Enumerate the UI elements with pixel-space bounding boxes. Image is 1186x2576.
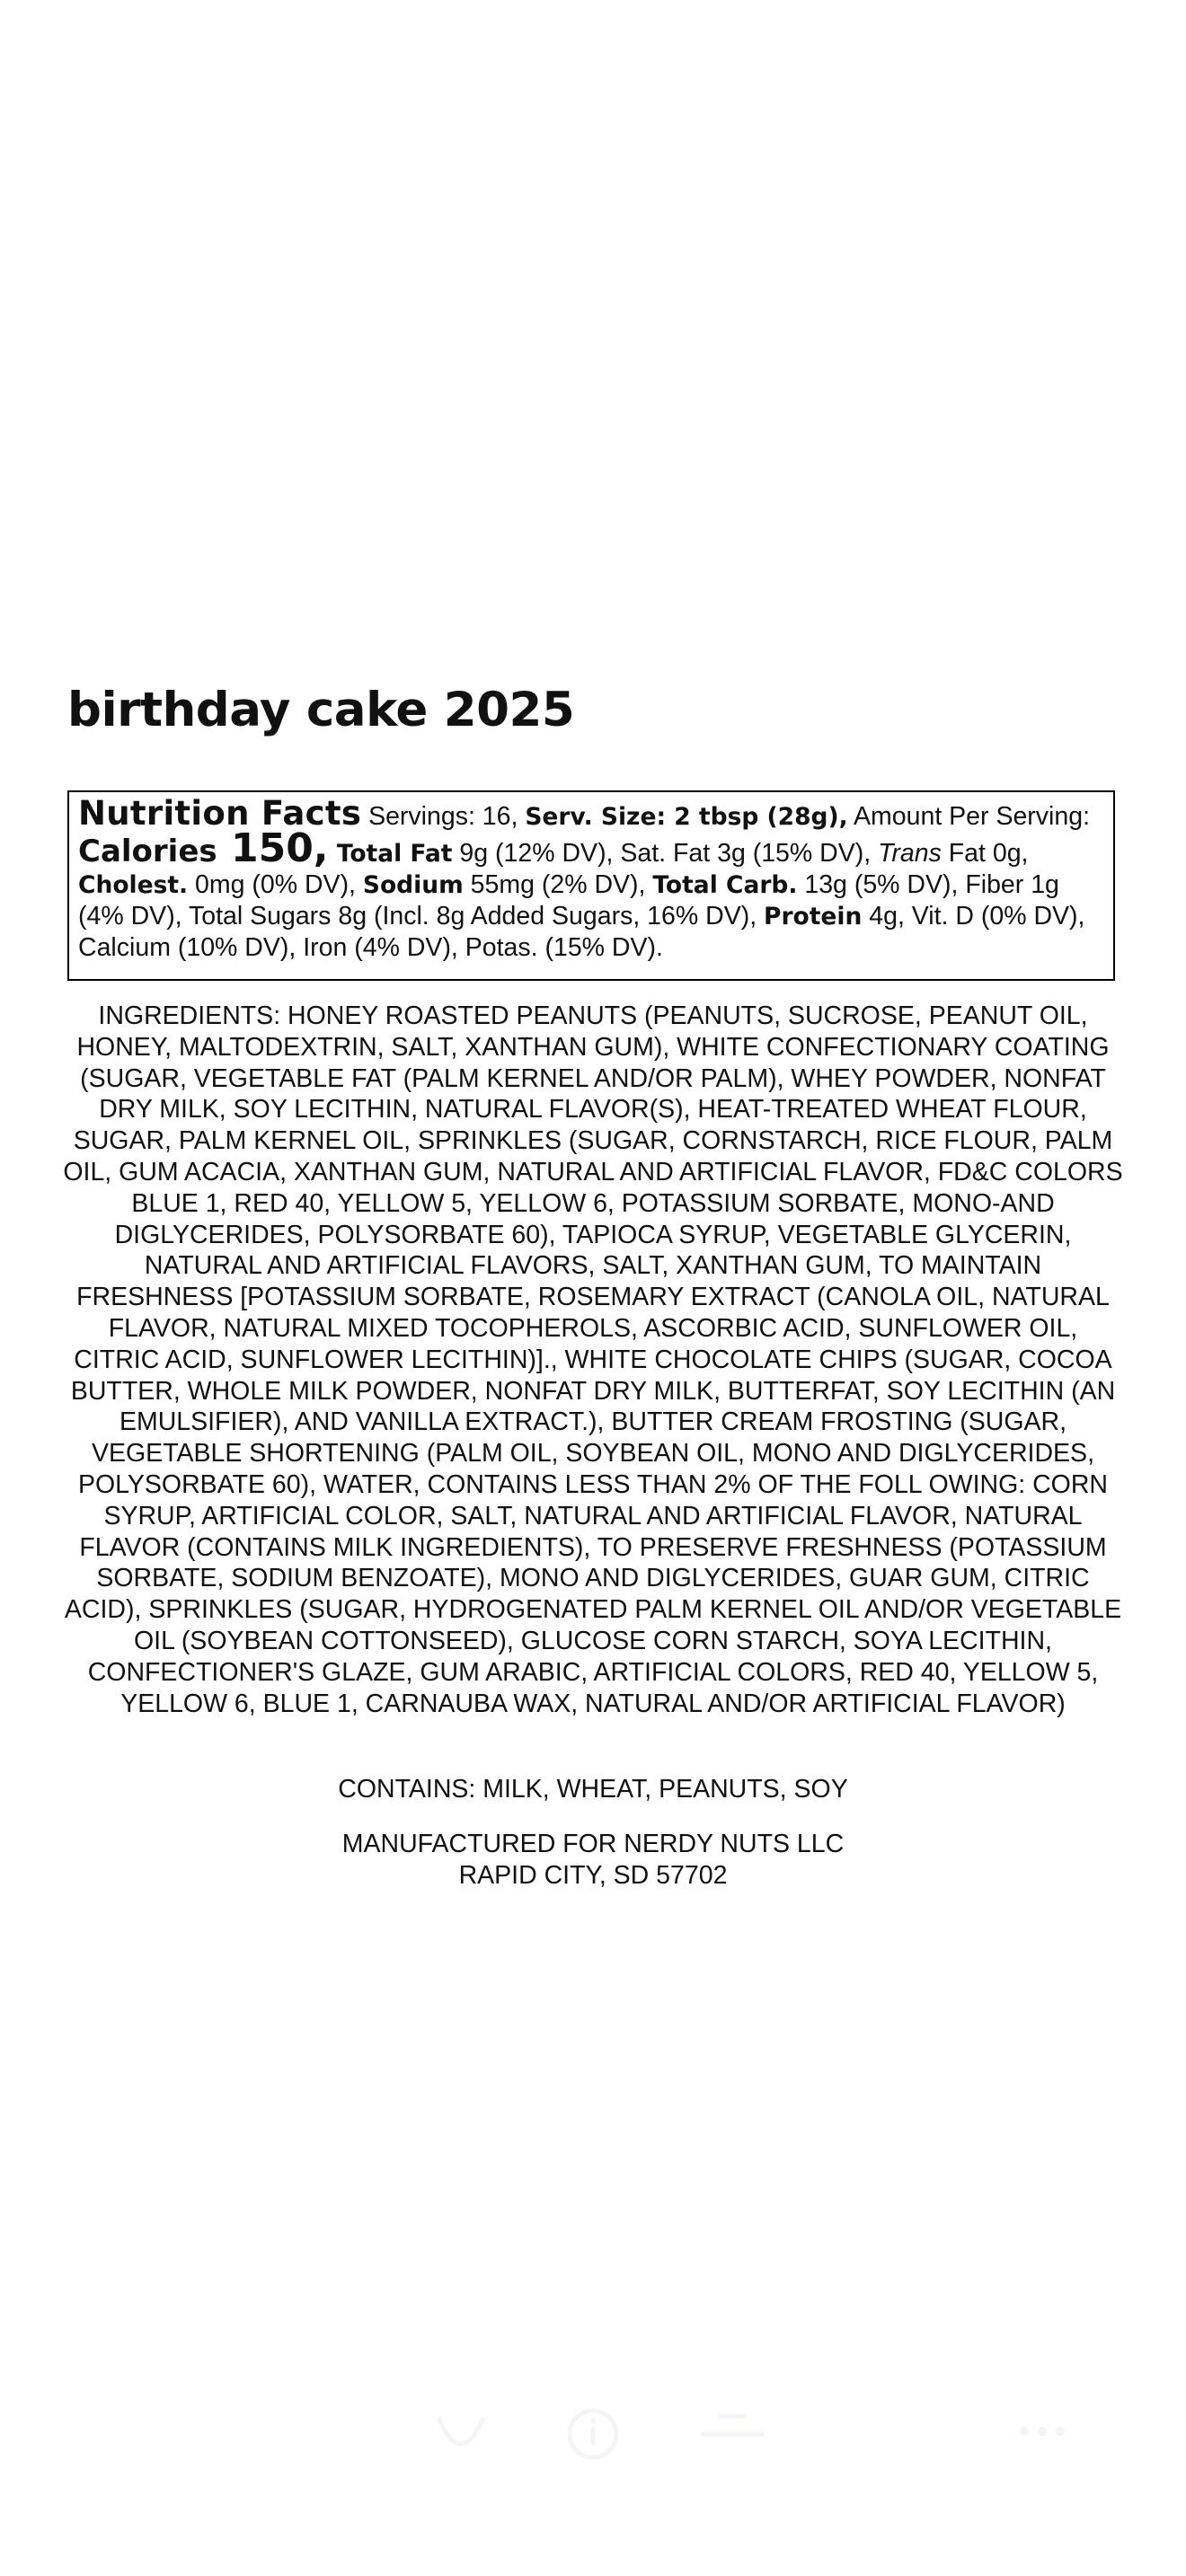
- amount-per-serving: Amount Per Serving:: [847, 802, 1090, 831]
- total-carb-value: 13g (5% DV), Fiber 1g (4% DV), Total Sugars 8g (Incl. 8g Added Sugars, 16% DV),: [78, 870, 1059, 931]
- sodium-label: Sodium: [362, 871, 464, 899]
- share-icon[interactable]: [696, 2407, 768, 2465]
- manufacturer-address: RAPID CITY, SD 57702: [458, 1861, 728, 1890]
- protein-label: Protein: [764, 903, 863, 931]
- trans-value: Fat 0g,: [941, 839, 1029, 868]
- cholesterol-value: 0mg (0% DV),: [188, 870, 363, 899]
- protein-value: 4g, Vit. D (0% DV), Calcium (10% DV), Iron (4% DV), Potas. (15% DV).: [78, 902, 1085, 962]
- sodium-value: 55mg (2% DV),: [463, 870, 653, 899]
- info-icon[interactable]: [562, 2407, 624, 2465]
- allergen-statement: CONTAINS: MILK, WHEAT, PEANUTS, SOY: [338, 1775, 848, 1804]
- nutrition-facts-heading: Nutrition Facts: [78, 794, 362, 833]
- servings-text: Servings: 16,: [361, 802, 526, 831]
- total-carb-label: Total Carb.: [652, 871, 798, 899]
- ingredients-text: INGREDIENTS: HONEY ROASTED PEANUTS (PEANUTS, SUCROSE, PEANUT OIL, HONEY, MALTODEXTRIN, SALT, XANTHAN GUM), WHITE CONFECTIONARY COATING (SUGAR, VEGETABLE FAT (PALM KERNEL AND/OR PALM), WHEY POWDER, NONFAT DRY MILK, SOY LECITHIN, NATURAL FLAVOR(S), HEAT-TREATED WHEAT FLOUR, SUGAR, PALM KERNEL OIL, SPRINKLES (SUGAR, CORNSTARCH, RICE FLOUR, PALM OIL, GUM ACACIA, XANTHAN GUM, NATURAL AND ARTIFICIAL FLAVOR, FD&C COLORS BLUE 1, RED 40, YELLOW 5, YELLOW 6, POTASSIUM SORBATE, MONO-AND DIGLYCERIDES, POLYSORBATE 60), TAPIOCA SYRUP, VEGETABLE GLYCERIN, NATURAL AND ARTIFICIAL FLAVORS, SALT, XANTHAN GUM, TO MAINTAIN FRESHNESS [POTASSIUM SORBATE, ROSEMARY EXTRACT (CANOLA OIL, NATURAL FLAVOR, NATURAL MIXED TOCOPHEROLS, ASCORBIC ACID, SUNFLOWER OIL, CITRIC ACID, SUNFLOWER LECITHIN)]., WHITE CHOCOLATE CHIPS (SUGAR, COCOA BUTTER, WHOLE MILK POWDER, NONFAT DRY MILK, BUTTERFAT, SOY LECITHIN (AN EMULSIFIER), AND VANILLA EXTRACT.), BUTTER CREAM FROSTING (SUGAR, VEGETABLE SHORTENING (PALM OIL, SOYBEAN OIL, MONO AND DIGLYCERIDES, POLYSORBATE 60), WATER, CONTAINS LESS THAN 2% OF THE FOLL OWING: CORN SYRUP, ARTIFICIAL COLOR, SALT, NATURAL AND ARTIFICIAL FLAVOR, NATURAL FLAVOR (CONTAINS MILK INGREDIENTS), TO PRESERVE FRESHNESS (POTASSIUM SORBATE, SODIUM BENZOATE), MONO AND DIGLYCERIDES, GUAR GUM, CITRIC ACID), SPRINKLES (SUGAR, HYDROGENATED PALM KERNEL OIL AND/OR VEGETABLE OIL (SOYBEAN COTTONSEED), GLUCOSE CORN STARCH, SOYA LECITHIN, CONFECTIONER'S GLAZE, GUM ARABIC, ARTIFICIAL COLORS, RED 40, YELLOW 5, YELLOW 6, BLUE 1, CARNAUBA WAX, NATURAL AND/OR ARTIFICIAL FLAVOR): [63, 1001, 1123, 1718]
- bottom-toolbar: [0, 2389, 1186, 2497]
- manufacturer-info: [63, 1829, 1123, 1892]
- serving-size: Serv. Size: 2 tbsp (28g),: [525, 803, 848, 831]
- more-icon[interactable]: [1015, 2418, 1069, 2448]
- total-fat-value: 9g (12% DV), Sat. Fat 3g (15% DV),: [452, 839, 879, 868]
- nutrition-facts-panel: [67, 790, 1115, 981]
- calories-label: Calories: [78, 834, 217, 869]
- page-title: birthday cake 2025: [67, 683, 575, 737]
- total-fat-label: Total Fat: [328, 840, 453, 868]
- calories-value: 150,: [217, 825, 329, 871]
- heart-icon[interactable]: [429, 2407, 492, 2475]
- trans-label: Trans: [878, 839, 942, 868]
- manufacturer-name: MANUFACTURED FOR NERDY NUTS LLC: [341, 1830, 845, 1858]
- cholesterol-label: Cholest.: [78, 871, 189, 899]
